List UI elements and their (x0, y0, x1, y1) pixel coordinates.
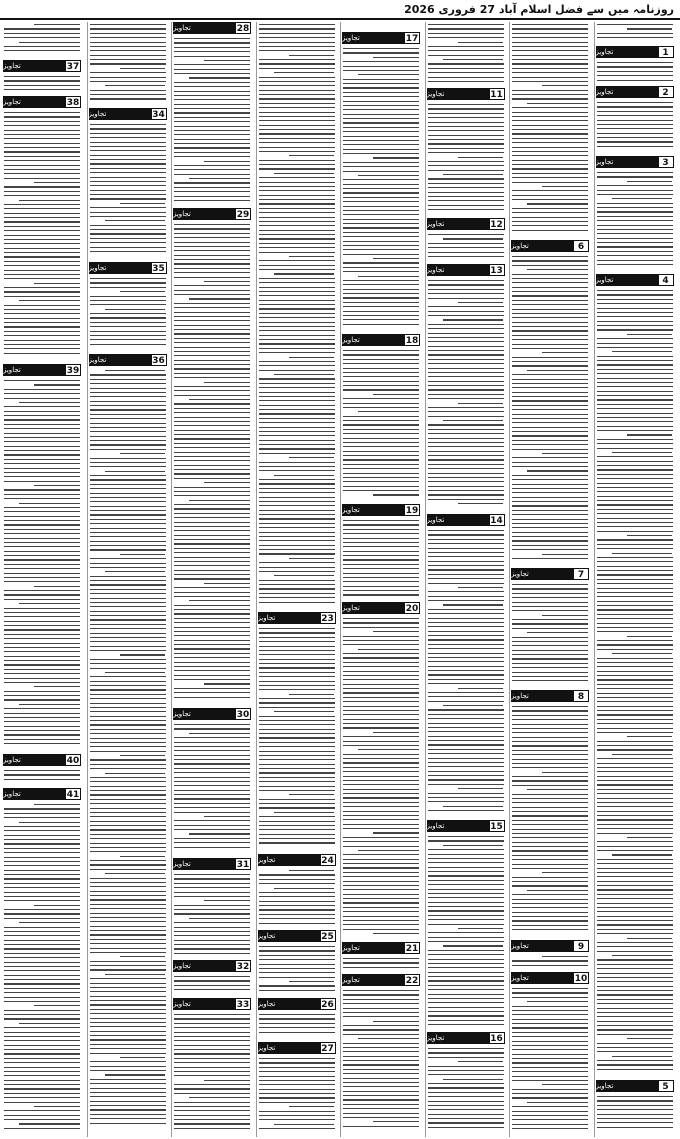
item-label: تجاویز (88, 110, 107, 118)
article-text (512, 584, 588, 685)
item-number: 16 (490, 1034, 503, 1044)
masthead (0, 0, 680, 20)
article-text (4, 112, 80, 357)
item-label: تجاویز (257, 856, 276, 864)
item-number: 7 (573, 568, 589, 580)
item-header (511, 690, 589, 702)
item-number: 27 (321, 1044, 334, 1054)
article-text (512, 24, 588, 234)
article-text (343, 618, 419, 937)
item-number: 31 (236, 860, 250, 870)
item-label: تجاویز (426, 220, 445, 228)
article-text (174, 874, 250, 957)
item-header (342, 602, 420, 614)
item-number: 20 (405, 604, 419, 614)
column-5 (340, 22, 421, 1137)
article-text (4, 770, 80, 783)
article-text (428, 104, 504, 213)
item-header (511, 972, 589, 984)
item-number: 14 (490, 516, 503, 526)
item-number: 37 (66, 62, 80, 72)
item-label: تجاویز (173, 210, 191, 218)
article-text (597, 290, 673, 1073)
item-number: 25 (321, 932, 334, 942)
item-label: تجاویز (342, 604, 360, 612)
item-label: تجاویز (3, 62, 21, 70)
article-text (512, 256, 588, 562)
article-text (428, 1048, 504, 1131)
item-header (89, 262, 167, 274)
item-label: تجاویز (173, 710, 191, 718)
item-number: 9 (573, 940, 589, 952)
item-number: 17 (405, 34, 419, 44)
column-8 (594, 22, 675, 1137)
item-label: تجاویز (595, 88, 614, 96)
item-label: تجاویز (426, 90, 445, 98)
article-text (343, 48, 419, 328)
article-text (428, 836, 504, 1029)
article-text (259, 946, 335, 994)
item-header (427, 218, 505, 230)
article-text (90, 278, 166, 348)
article-text (597, 24, 673, 42)
item-number: 12 (490, 220, 503, 230)
item-number: 5 (658, 1080, 674, 1092)
column-2 (87, 22, 168, 1137)
item-label: تجاویز (173, 962, 191, 970)
item-number: 34 (152, 110, 165, 120)
item-header (173, 208, 251, 220)
article-text (512, 988, 588, 1132)
item-header (342, 974, 420, 986)
item-number: 1 (658, 46, 674, 58)
article-text (343, 520, 419, 599)
item-number: 3 (658, 156, 674, 168)
article-text (259, 870, 335, 927)
item-label: تجاویز (595, 276, 614, 284)
article-text (174, 1014, 250, 1132)
item-header (342, 334, 420, 346)
item-header (258, 998, 336, 1010)
item-number: 32 (236, 962, 250, 972)
article-text (597, 102, 673, 150)
article-text (597, 62, 673, 84)
item-header (427, 514, 505, 526)
item-header (3, 788, 81, 800)
item-label: تجاویز (595, 158, 614, 166)
article-text (174, 724, 250, 851)
item-label: تجاویز (426, 1034, 445, 1042)
item-header (173, 998, 251, 1010)
item-header (3, 60, 81, 72)
item-label: تجاویز (257, 1044, 276, 1052)
item-number: 23 (321, 614, 334, 624)
article-text (428, 234, 504, 260)
item-header (3, 96, 81, 108)
item-header (173, 960, 251, 972)
item-header (596, 86, 674, 98)
item-number: 6 (573, 240, 589, 252)
item-header (3, 364, 81, 376)
item-label: تجاویز (88, 356, 107, 364)
article-text (174, 38, 250, 204)
article-text (90, 24, 166, 103)
column-3 (171, 22, 252, 1137)
item-label: تجاویز (342, 976, 360, 984)
item-label: تجاویز (511, 942, 529, 950)
item-number: 13 (490, 266, 503, 276)
item-number: 38 (66, 98, 80, 108)
item-label: تجاویز (595, 1082, 614, 1090)
item-header (427, 264, 505, 276)
item-number: 36 (152, 356, 165, 366)
item-label: تجاویز (3, 756, 21, 764)
item-label: تجاویز (511, 242, 529, 250)
item-label: تجاویز (3, 790, 21, 798)
article-text (174, 224, 250, 701)
item-label: تجاویز (511, 974, 529, 982)
item-header (173, 22, 251, 34)
item-label: تجاویز (342, 336, 360, 344)
item-header (596, 274, 674, 286)
item-number: 30 (236, 710, 250, 720)
item-label: تجاویز (257, 932, 276, 940)
column-6 (425, 22, 506, 1137)
article-text (428, 24, 504, 85)
item-header (258, 854, 336, 866)
item-header (342, 942, 420, 954)
article-text (343, 958, 419, 971)
masthead-title: روزنامہ میں سے فضل اسلام آباد 27 فروری 2026 (404, 2, 674, 16)
article-text (428, 530, 504, 814)
article-text (4, 380, 80, 748)
item-label: تجاویز (88, 264, 107, 272)
item-header (427, 88, 505, 100)
article-text (512, 706, 588, 934)
item-header (342, 504, 420, 516)
article-text (597, 172, 673, 268)
item-number: 2 (658, 86, 674, 98)
item-label: تجاویز (511, 570, 529, 578)
item-label: تجاویز (173, 24, 191, 32)
item-header (89, 108, 167, 120)
item-number: 21 (405, 944, 419, 954)
item-label: تجاویز (342, 944, 360, 952)
item-number: 18 (405, 336, 419, 346)
item-header (258, 930, 336, 942)
column-4 (256, 22, 337, 1137)
item-header (511, 940, 589, 952)
item-number: 35 (152, 264, 165, 274)
item-number: 29 (236, 210, 250, 220)
item-header (511, 240, 589, 252)
item-number: 39 (66, 366, 80, 376)
article-text (343, 990, 419, 1130)
item-label: تجاویز (426, 266, 445, 274)
article-text (90, 124, 166, 255)
article-text (259, 1014, 335, 1036)
item-label: تجاویز (3, 98, 21, 106)
item-number: 10 (574, 974, 588, 984)
item-label: تجاویز (342, 506, 360, 514)
item-label: تجاویز (342, 34, 360, 42)
item-header (173, 858, 251, 870)
item-number: 40 (66, 756, 80, 766)
item-number: 26 (321, 1000, 334, 1010)
item-number: 4 (658, 274, 674, 286)
article-text (4, 804, 80, 1132)
item-label: تجاویز (257, 614, 276, 622)
item-number: 28 (236, 24, 250, 34)
article-text (512, 956, 588, 969)
article-text (90, 370, 166, 1127)
item-header (596, 156, 674, 168)
article-text (597, 1096, 673, 1131)
item-header (427, 820, 505, 832)
article-text (4, 76, 80, 94)
item-header (89, 354, 167, 366)
article-text (174, 976, 250, 994)
article-text (343, 350, 419, 499)
item-header (258, 612, 336, 624)
newspaper-page (2, 22, 678, 1137)
item-header (427, 1032, 505, 1044)
item-header (596, 1080, 674, 1092)
item-label: تجاویز (511, 692, 529, 700)
column-1 (2, 22, 82, 1137)
item-number: 15 (490, 822, 503, 832)
item-header (258, 1042, 336, 1054)
item-header (173, 708, 251, 720)
item-header (3, 754, 81, 766)
item-number: 8 (573, 690, 589, 702)
item-label: تجاویز (257, 1000, 276, 1008)
item-number: 33 (236, 1000, 250, 1010)
column-7 (509, 22, 590, 1137)
item-label: تجاویز (426, 516, 445, 524)
item-number: 11 (490, 90, 503, 100)
item-label: تجاویز (173, 1000, 191, 1008)
article-text (259, 1058, 335, 1132)
item-label: تجاویز (595, 48, 614, 56)
article-text (428, 280, 504, 508)
item-header (596, 46, 674, 58)
article-text (259, 24, 335, 606)
item-number: 41 (66, 790, 80, 800)
item-label: تجاویز (173, 860, 191, 868)
item-header (342, 32, 420, 44)
item-header (511, 568, 589, 580)
item-number: 22 (405, 976, 419, 986)
item-label: تجاویز (426, 822, 445, 830)
item-number: 19 (405, 506, 419, 516)
item-label: تجاویز (3, 366, 21, 374)
article-text (4, 24, 80, 55)
article-text (259, 628, 335, 847)
item-number: 24 (321, 856, 334, 866)
